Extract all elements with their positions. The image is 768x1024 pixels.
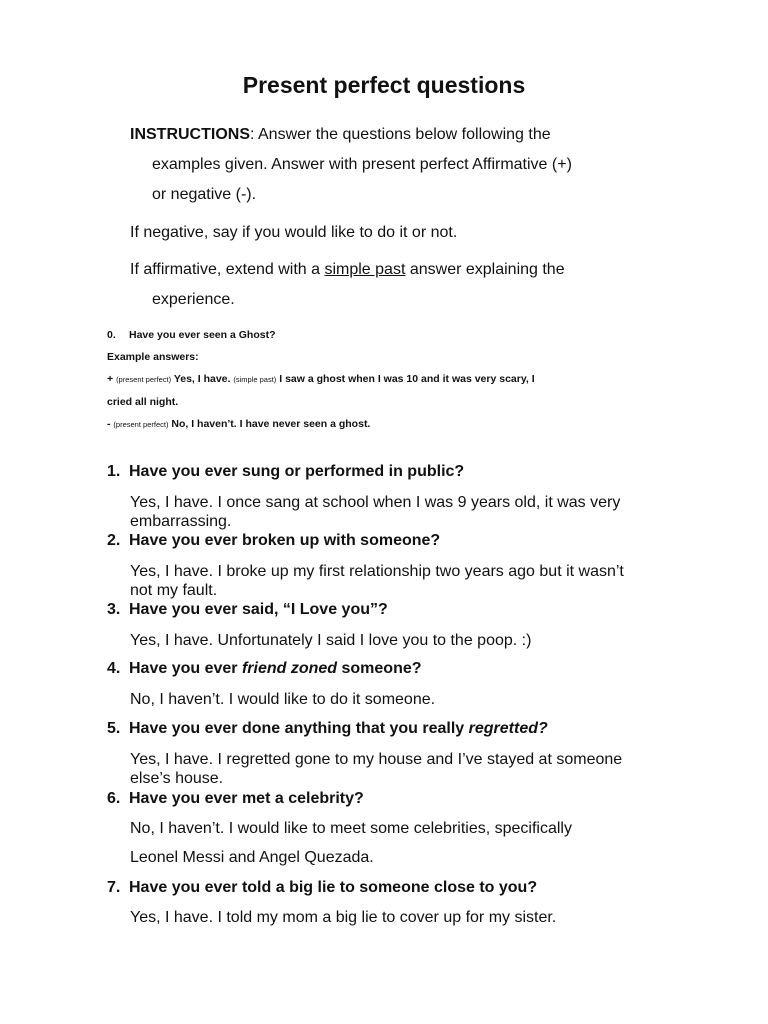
example-question	[107, 329, 275, 341]
affirmative-text-pre: If affirmative, extend with a	[130, 261, 325, 278]
answer-2: Yes, I have. I broke up my first relationship two years ago but it wasn’t not my fault.	[130, 563, 624, 599]
answer-5: Yes, I have. I regretted gone to my house and I’ve stayed at someone else’s house.	[130, 751, 623, 787]
example-affirmative-extension: I saw a ghost when I was 10 and it was very scary, I	[276, 373, 535, 385]
question-emphasis: regretted?	[468, 720, 548, 737]
question-text: Have you ever done anything that you really	[129, 720, 469, 737]
question-4	[107, 660, 422, 678]
affirmative-instruction	[130, 262, 565, 278]
example-answers-label: Example answers:	[107, 351, 199, 363]
question-1	[107, 463, 464, 481]
instructions-label: INSTRUCTIONS	[130, 126, 250, 143]
negative-instruction: If negative, say if you would like to do it or not.	[130, 224, 458, 241]
question-number: 6.	[107, 790, 121, 807]
page-title: Present perfect questions	[242, 72, 526, 98]
question-text-end: someone?	[337, 660, 422, 677]
example-number: 0.	[107, 329, 116, 341]
answer-3: Yes, I have. Unfortunately I said I love you to the poop. :)	[130, 632, 532, 649]
affirmative-text-post: answer explaining the	[405, 261, 565, 278]
question-text: Have you ever told a big lie to someone close to you?	[129, 879, 538, 896]
question-number: 3.	[107, 601, 121, 618]
question-number: 2.	[107, 532, 121, 549]
example-affirmative-line	[107, 373, 535, 386]
question-5	[107, 720, 548, 738]
present-perfect-tag: (present perfect)	[113, 420, 169, 429]
minus-sign: -	[107, 418, 111, 430]
answer-7: Yes, I have. I told my mom a big lie to cover up for my sister.	[130, 909, 557, 926]
question-text: Have you ever broken up with someone?	[129, 532, 441, 549]
example-negative-line	[107, 418, 370, 431]
question-number: 7.	[107, 879, 121, 896]
instructions-line-1	[130, 127, 551, 143]
question-number: 5.	[107, 720, 121, 737]
answer-4: No, I haven’t. I would like to do it someone.	[130, 691, 436, 708]
present-perfect-tag: (present perfect)	[116, 375, 172, 384]
example-negative-answer: No, I haven’t. I have never seen a ghost.	[168, 418, 371, 430]
question-2	[107, 532, 440, 550]
plus-sign: +	[107, 373, 114, 385]
simple-past-tag: (simple past)	[233, 375, 277, 384]
instructions-line-3: or negative (-).	[152, 186, 257, 203]
question-6	[107, 790, 364, 808]
instructions-line-2: examples given. Answer with present perfect Affirmative (+)	[152, 156, 572, 173]
answer-1: Yes, I have. I once sang at school when I was 9 years old, it was very embarrassing.	[130, 494, 621, 530]
example-question-text: Have you ever seen a Ghost?	[129, 329, 276, 341]
affirmative-instruction-line-2: experience.	[152, 291, 235, 308]
example-affirmative-answer: Yes, I have.	[171, 373, 234, 385]
question-7	[107, 879, 537, 897]
question-text: Have you ever met a celebrity?	[129, 790, 364, 807]
question-number: 4.	[107, 660, 121, 677]
answer-6-line-1: No, I haven’t. I would like to meet some celebrities, specifically	[130, 820, 572, 837]
question-text: Have you ever	[129, 660, 242, 677]
question-3	[107, 601, 388, 619]
question-text: Have you ever said, “I Love you”?	[129, 601, 388, 618]
question-number: 1.	[107, 463, 121, 480]
question-emphasis: friend zoned	[241, 660, 338, 677]
question-text: Have you ever sung or performed in public?	[129, 463, 465, 480]
instructions-text: : Answer the questions below following the	[250, 126, 551, 143]
example-affirmative-line-2: cried all night.	[107, 396, 179, 408]
simple-past-underlined: simple past	[324, 261, 406, 278]
answer-6-line-2: Leonel Messi and Angel Quezada.	[130, 849, 374, 866]
